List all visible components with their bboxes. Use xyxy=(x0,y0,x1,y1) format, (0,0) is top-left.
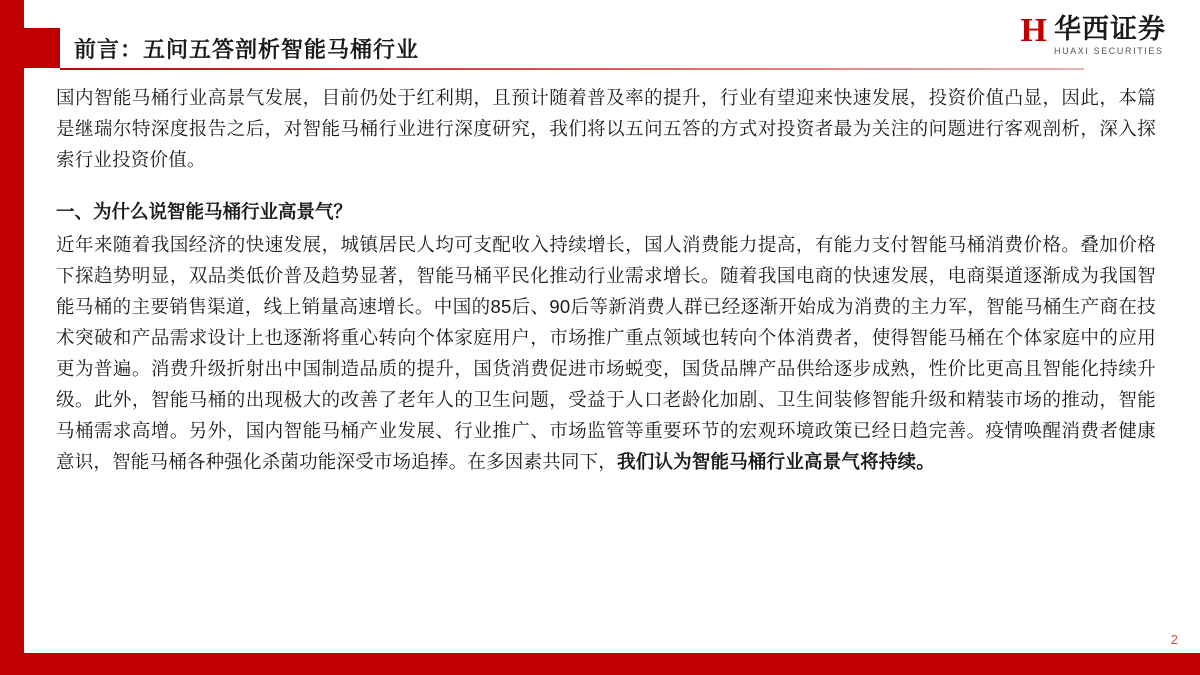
section-body xyxy=(56,229,1156,477)
logo-company-name-en: HUAXI SECURITIES xyxy=(1054,46,1164,56)
intro-paragraph: 国内智能马桶行业高景气发展，目前仍处于红利期，且预计随着普及率的提升，行业有望迎来快速发展，投资价值凸显，因此，本篇是继瑞尔特深度报告之后，对智能马桶行业进行深度研究，我们将以五问五答的方式对投资者最为关注的问题进行客观剖析，深入探索行业投资价值。 xyxy=(56,87,1156,170)
title-accent-block xyxy=(24,28,60,68)
bottom-accent-bar xyxy=(0,653,1200,675)
title-underline xyxy=(60,68,1084,70)
section-body-text: 近年来随着我国经济的快速发展，城镇居民人均可支配收入持续增长，国人消费能力提高，有能力支付智能马桶消费价格。叠加价格下探趋势明显，双品类低价普及趋势显著，智能马桶平民化推动行业需求增长。随着我国电商的快速发展，电商渠道逐渐成为我国智能马桶的主要销售渠道，线上销量高速增长。中国的85后、90后等新消费人群已经逐渐开始成为消费的主力军，智能马桶生产商在技术突破和产品需求设计上也逐渐将重心转向个体家庭用户，市场推广重点领域也转向个体消费者，使得智能马桶在个体家庭中的应用更为普遍。消费升级折射出中国制造品质的提升，国货消费促进市场蜕变，国货品牌产品供给逐步成熟，性价比更高且智能化持续升级。此外，智能马桶的出现极大的改善了老年人的卫生问题，受益于人口老龄化加剧、卫生间装修智能升级和精装市场的推动，智能马桶需求高增。另外，国内智能马桶产业发展、行业推广、市场监管等重要环节的宏观环境政策已经日趋完善。疫情唤醒消费者健康意识，智能马桶各种强化杀菌功能深受市场追捧。在多因素共同下， xyxy=(56,234,1156,472)
logo-mark-icon: H xyxy=(1020,12,1046,49)
page-number: 2 xyxy=(1170,632,1178,647)
slide-title-block xyxy=(24,28,1084,68)
section-heading: 一、为什么说智能马桶行业高景气？ xyxy=(56,201,353,222)
section-body-conclusion: 我们认为智能马桶行业高景气将持续。 xyxy=(617,451,935,472)
logo-company-name-cn: 华西证券 xyxy=(1054,14,1166,44)
slide-content xyxy=(56,82,1156,477)
left-accent-bar xyxy=(0,0,24,675)
page-title: 前言：五问五答剖析智能马桶行业 xyxy=(74,37,420,62)
